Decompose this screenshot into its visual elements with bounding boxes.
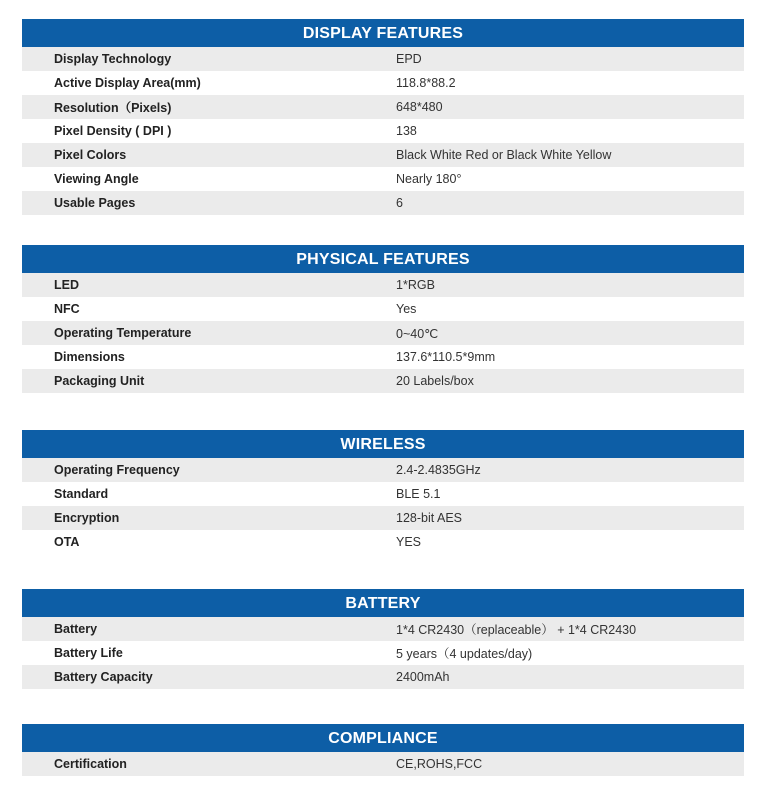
spec-row xyxy=(22,191,744,215)
spec-label: Pixel Colors xyxy=(54,148,127,162)
spec-value: 128-bit AES xyxy=(396,511,463,525)
spec-label: Pixel Density ( DPI ) xyxy=(54,124,172,138)
spec-label: LED xyxy=(54,278,79,292)
section-display-features xyxy=(22,19,744,215)
spec-label: Active Display Area(mm) xyxy=(54,76,201,90)
spec-value: 20 Labels/box xyxy=(396,374,474,388)
spec-value: 1*4 CR2430（replaceable） + 1*4 CR2430 xyxy=(396,623,637,637)
spec-value: 2400mAh xyxy=(396,670,450,684)
spec-label: Viewing Angle xyxy=(54,172,139,186)
section-wireless xyxy=(22,430,744,554)
spec-label: Display Technology xyxy=(54,52,172,66)
spec-value: 118.8*88.2 xyxy=(396,76,456,90)
spec-label: Resolution（Pixels) xyxy=(54,101,172,115)
spec-value: YES xyxy=(396,535,422,549)
spec-value: 1*RGB xyxy=(396,278,435,292)
spec-row xyxy=(22,530,744,554)
spec-row xyxy=(22,71,744,95)
spec-value: Nearly 180° xyxy=(396,172,462,186)
spec-row xyxy=(22,641,744,665)
spec-value: 6 xyxy=(396,196,403,210)
spec-value: EPD xyxy=(396,52,422,66)
section-header: WIRELESS xyxy=(22,430,744,458)
spec-row xyxy=(22,665,744,689)
section-header: PHYSICAL FEATURES xyxy=(22,245,744,273)
spec-row xyxy=(22,617,744,641)
spec-label: Battery xyxy=(54,622,98,636)
spec-label: Operating Temperature xyxy=(54,326,192,340)
spec-label: Usable Pages xyxy=(54,196,136,210)
spec-row xyxy=(22,119,744,143)
section-header: DISPLAY FEATURES xyxy=(22,19,744,47)
section-physical-features xyxy=(22,245,744,393)
spec-label: Standard xyxy=(54,487,109,501)
spec-value: Black White Red or Black White Yellow xyxy=(396,148,612,162)
section-battery xyxy=(22,589,744,689)
spec-row xyxy=(22,321,744,345)
spec-row xyxy=(22,506,744,530)
spec-label: Battery Capacity xyxy=(54,670,153,684)
spec-label: OTA xyxy=(54,535,80,549)
spec-row xyxy=(22,482,744,506)
section-compliance xyxy=(22,724,744,776)
spec-row xyxy=(22,167,744,191)
spec-row xyxy=(22,47,744,71)
spec-value: CE,ROHS,FCC xyxy=(396,757,483,771)
spec-row xyxy=(22,273,744,297)
spec-value: 648*480 xyxy=(396,100,443,114)
spec-value: 138 xyxy=(396,124,417,138)
spec-label: NFC xyxy=(54,302,80,316)
spec-row xyxy=(22,458,744,482)
spec-label: Encryption xyxy=(54,511,120,525)
section-header: BATTERY xyxy=(22,589,744,617)
spec-label: Packaging Unit xyxy=(54,374,145,388)
spec-value: 0~40℃ xyxy=(396,326,439,341)
spec-value: BLE 5.1 xyxy=(396,487,441,501)
spec-label: Operating Frequency xyxy=(54,463,180,477)
spec-label: Battery Life xyxy=(54,646,123,660)
spec-row xyxy=(22,143,744,167)
section-header: COMPLIANCE xyxy=(22,724,744,752)
spec-row xyxy=(22,95,744,119)
spec-row xyxy=(22,369,744,393)
spec-label: Certification xyxy=(54,757,127,771)
spec-value: Yes xyxy=(396,302,417,316)
spec-row xyxy=(22,345,744,369)
spec-value: 2.4-2.4835GHz xyxy=(396,463,481,477)
spec-row xyxy=(22,297,744,321)
spec-label: Dimensions xyxy=(54,350,125,364)
spec-value: 137.6*110.5*9mm xyxy=(396,350,496,364)
spec-value: 5 years（4 updates/day) xyxy=(396,647,533,661)
spec-row xyxy=(22,752,744,776)
